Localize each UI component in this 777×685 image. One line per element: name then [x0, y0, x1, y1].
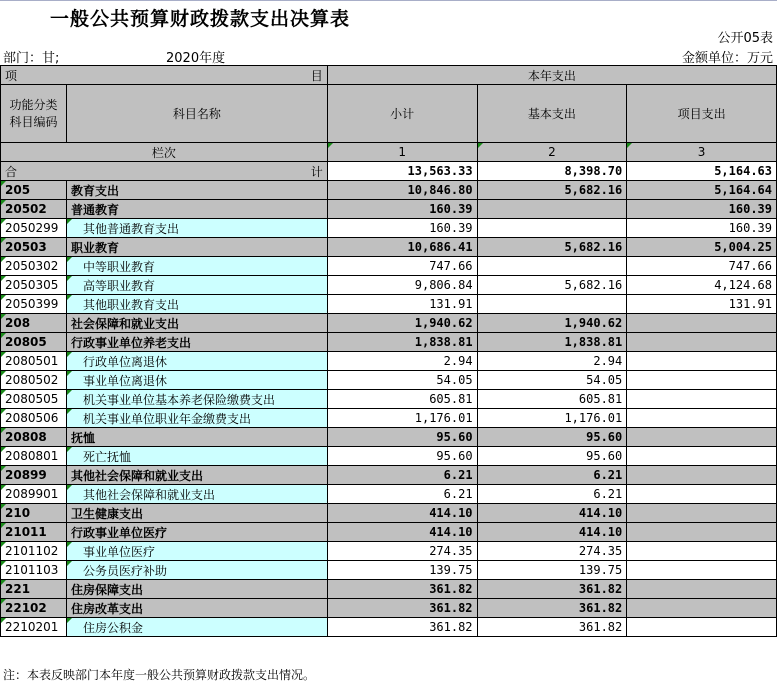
project-value: [627, 618, 777, 637]
table-row: [1, 352, 777, 371]
subject-name: 卫生健康支出: [66, 504, 327, 523]
subject-name: 住房改革支出: [66, 599, 327, 618]
total-project: 5,164.63: [627, 162, 777, 181]
project-value: 160.39: [627, 219, 777, 238]
project-value: [627, 409, 777, 428]
subject-code: 208: [1, 314, 67, 333]
subject-name: 行政单位离退休: [66, 352, 327, 371]
subject-name: 抚恤: [66, 428, 327, 447]
item-header-left: 项: [5, 68, 18, 83]
total-label-left: 合: [5, 164, 18, 179]
subject-name: 行政事业单位医疗: [66, 523, 327, 542]
basic-value: 5,682.16: [477, 276, 627, 295]
subtotal-value: 361.82: [327, 599, 477, 618]
subject-name: 其他社会保障和就业支出: [66, 485, 327, 504]
basic-value: 361.82: [477, 618, 627, 637]
total-label: [1, 162, 328, 181]
subject-code: 2080801: [1, 447, 67, 466]
subtotal-value: 605.81: [327, 390, 477, 409]
project-value: 160.39: [627, 200, 777, 219]
subject-name: 普通教育: [66, 200, 327, 219]
basic-value: 414.10: [477, 523, 627, 542]
subject-code: 2089901: [1, 485, 67, 504]
subject-name: 死亡抚恤: [66, 447, 327, 466]
header-row-2: [1, 85, 777, 143]
table-row: [1, 181, 777, 200]
subtotal-value: 414.10: [327, 523, 477, 542]
project-value: 131.91: [627, 295, 777, 314]
basic-value: 5,682.16: [477, 181, 627, 200]
basic-value: 361.82: [477, 580, 627, 599]
basic-value: 1,838.81: [477, 333, 627, 352]
project-value: [627, 352, 777, 371]
basic-value: 605.81: [477, 390, 627, 409]
subtotal-value: 9,806.84: [327, 276, 477, 295]
table-row: [1, 409, 777, 428]
basic-value: 5,682.16: [477, 238, 627, 257]
subject-code: 2080502: [1, 371, 67, 390]
basic-value: [477, 219, 627, 238]
table-row: [1, 295, 777, 314]
amount-unit: 金额单位：万元: [681, 51, 773, 66]
table-row: [1, 371, 777, 390]
subtotal-value: 95.60: [327, 447, 477, 466]
subject-name: 住房公积金: [66, 618, 327, 637]
subtotal-value: 160.39: [327, 219, 477, 238]
subject-code: 2050399: [1, 295, 67, 314]
table-row: [1, 390, 777, 409]
subject-name: 教育支出: [66, 181, 327, 200]
subtotal-value: 2.94: [327, 352, 477, 371]
subject-name: 中等职业教育: [66, 257, 327, 276]
subtotal-value: 1,838.81: [327, 333, 477, 352]
code-column-header: [1, 85, 67, 143]
subject-code: 2050299: [1, 219, 67, 238]
subject-code: 20503: [1, 238, 67, 257]
subject-name: 事业单位离退休: [66, 371, 327, 390]
basic-value: 6.21: [477, 466, 627, 485]
subject-code: 2101103: [1, 561, 67, 580]
project-value: 5,164.64: [627, 181, 777, 200]
table-row: [1, 542, 777, 561]
subject-name: 事业单位医疗: [66, 542, 327, 561]
project-value: [627, 580, 777, 599]
subtotal-column-header: 小计: [327, 85, 477, 143]
subtotal-value: 10,846.80: [327, 181, 477, 200]
subject-code: 21011: [1, 523, 67, 542]
table-row: [1, 599, 777, 618]
subject-name: 其他职业教育支出: [66, 295, 327, 314]
subject-code: 22102: [1, 599, 67, 618]
subject-code: 210: [1, 504, 67, 523]
project-value: [627, 371, 777, 390]
basic-value: 1,940.62: [477, 314, 627, 333]
total-row: [1, 162, 777, 181]
subject-code: 2050305: [1, 276, 67, 295]
table-row: [1, 314, 777, 333]
page-title: 一般公共预算财政拨款支出决算表: [49, 8, 350, 30]
basic-column-header: 基本支出: [477, 85, 627, 143]
subtotal-value: 10,686.41: [327, 238, 477, 257]
table-row: [1, 257, 777, 276]
top-border: [0, 0, 777, 1]
table-row: [1, 561, 777, 580]
subject-code: 20502: [1, 200, 67, 219]
subject-code: 20899: [1, 466, 67, 485]
project-value: [627, 447, 777, 466]
basic-value: 1,176.01: [477, 409, 627, 428]
basic-value: 274.35: [477, 542, 627, 561]
basic-value: 54.05: [477, 371, 627, 390]
project-value: [627, 314, 777, 333]
subtotal-value: 6.21: [327, 466, 477, 485]
subtotal-value: 54.05: [327, 371, 477, 390]
basic-value: [477, 257, 627, 276]
project-value: [627, 561, 777, 580]
column-order-label: 栏次: [1, 143, 328, 162]
header-row-1: [1, 66, 777, 85]
item-header-right: 目: [310, 68, 323, 83]
basic-value: 2.94: [477, 352, 627, 371]
basic-value: 361.82: [477, 599, 627, 618]
col-num-3: 3: [627, 143, 777, 162]
subject-name: 职业教育: [66, 238, 327, 257]
code-header-line2: 科目编码: [9, 114, 58, 129]
subtotal-value: 274.35: [327, 542, 477, 561]
table-row: [1, 333, 777, 352]
table-row: [1, 219, 777, 238]
code-header-line1: 功能分类: [9, 97, 58, 112]
subject-code: 20808: [1, 428, 67, 447]
subject-name: 住房保障支出: [66, 580, 327, 599]
subject-code: 2210201: [1, 618, 67, 637]
project-value: [627, 428, 777, 447]
subject-code: 2080505: [1, 390, 67, 409]
table-row: [1, 485, 777, 504]
name-column-header: 科目名称: [66, 85, 327, 143]
basic-value: 6.21: [477, 485, 627, 504]
subtotal-value: 95.60: [327, 428, 477, 447]
subtotal-value: 361.82: [327, 618, 477, 637]
subtotal-value: 6.21: [327, 485, 477, 504]
basic-value: [477, 295, 627, 314]
basic-value: 95.60: [477, 447, 627, 466]
col-num-1: 1: [327, 143, 477, 162]
subtotal-value: 160.39: [327, 200, 477, 219]
table-row: [1, 238, 777, 257]
project-value: [627, 333, 777, 352]
subject-name: 其他社会保障和就业支出: [66, 466, 327, 485]
subject-code: 205: [1, 181, 67, 200]
subtotal-value: 131.91: [327, 295, 477, 314]
subject-name: 行政事业单位养老支出: [66, 333, 327, 352]
project-value: 747.66: [627, 257, 777, 276]
subject-name: 社会保障和就业支出: [66, 314, 327, 333]
subject-code: 20805: [1, 333, 67, 352]
table-row: [1, 523, 777, 542]
subject-code: 2050302: [1, 257, 67, 276]
table-row: [1, 580, 777, 599]
subject-code: 2101102: [1, 542, 67, 561]
column-order-row: [1, 143, 777, 162]
form-number: 公开05表: [717, 31, 773, 46]
project-value: [627, 390, 777, 409]
subtotal-value: 139.75: [327, 561, 477, 580]
project-value: 5,004.25: [627, 238, 777, 257]
table-row: [1, 428, 777, 447]
item-header: [1, 66, 328, 85]
department-label: 部门：甘;: [3, 51, 60, 66]
subject-name: 高等职业教育: [66, 276, 327, 295]
footnote: 注：本表反映部门本年度一般公共预算财政拨款支出情况。: [3, 668, 316, 682]
project-value: [627, 466, 777, 485]
expenditure-table: [0, 65, 777, 637]
total-label-right: 计: [310, 164, 323, 179]
table-row: [1, 276, 777, 295]
subject-name: 机关事业单位基本养老保险缴费支出: [66, 390, 327, 409]
project-value: [627, 504, 777, 523]
basic-value: [477, 200, 627, 219]
project-value: 4,124.68: [627, 276, 777, 295]
project-column-header: 项目支出: [627, 85, 777, 143]
project-value: [627, 485, 777, 504]
table-row: [1, 447, 777, 466]
project-value: [627, 542, 777, 561]
subtotal-value: 1,176.01: [327, 409, 477, 428]
project-value: [627, 599, 777, 618]
subject-name: 其他普通教育支出: [66, 219, 327, 238]
table-row: [1, 466, 777, 485]
table-row: [1, 618, 777, 637]
subject-code: 221: [1, 580, 67, 599]
subject-name: 机关事业单位职业年金缴费支出: [66, 409, 327, 428]
current-year-expenditure-header: 本年支出: [327, 66, 776, 85]
subject-code: 2080501: [1, 352, 67, 371]
subtotal-value: 747.66: [327, 257, 477, 276]
subtotal-value: 361.82: [327, 580, 477, 599]
subject-name: 公务员医疗补助: [66, 561, 327, 580]
basic-value: 95.60: [477, 428, 627, 447]
total-subtotal: 13,563.33: [327, 162, 477, 181]
project-value: [627, 523, 777, 542]
table-row: [1, 504, 777, 523]
subtotal-value: 1,940.62: [327, 314, 477, 333]
basic-value: 414.10: [477, 504, 627, 523]
fiscal-year: 2020年度: [166, 51, 226, 66]
basic-value: 139.75: [477, 561, 627, 580]
subject-code: 2080506: [1, 409, 67, 428]
col-num-2: 2: [477, 143, 627, 162]
subtotal-value: 414.10: [327, 504, 477, 523]
total-basic: 8,398.70: [477, 162, 627, 181]
table-row: [1, 200, 777, 219]
